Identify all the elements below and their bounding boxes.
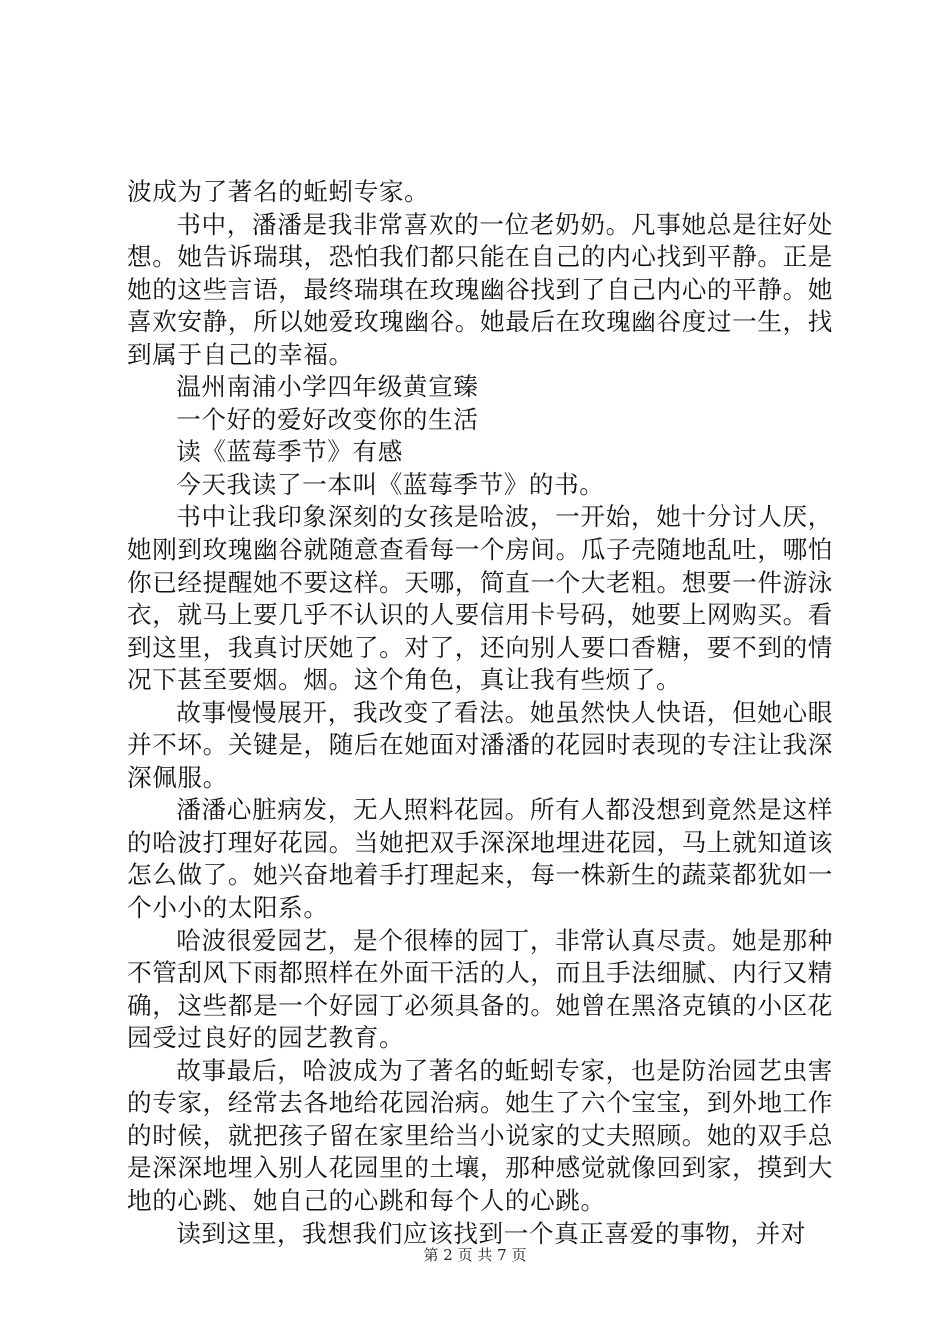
article-title: 一个好的爱好改变你的生活 [176, 404, 479, 434]
page-number-footer: 第 2 页 共 7 页 [423, 1246, 527, 1264]
paragraph-6: 今天我读了一本叫《蓝莓季节》的书。 [176, 469, 605, 499]
paragraph-7: 书中让我印象深刻的女孩是哈波，一开始，她十分讨人厌，她刚到玫瑰幽谷就随意查看每一个房间。瓜子壳随地乱吐，哪怕你已经提醒她不要这样。天哪，简直一个大老粗。想要一件游泳衣，就马上要几乎不认识的人要信用卡号码，她要上网购买。看到这里，我真讨厌她了。对了，还向别人要口香糖，要不到的情况下甚至要烟。烟。这个角色，真让我有些烦了。 [127, 502, 833, 695]
paragraph-11: 故事最后，哈波成为了著名的蚯蚓专家，也是防治园艺虫害的专家，经常去各地给花园治病。她生了六个宝宝，到外地工作的时候，就把孩子留在家里给当小说家的丈夫照顾。她的双手总是深深地埋入别人花园里的土壤，那种感觉就像回到家，摸到大地的心跳、她自己的心跳和每个人的心跳。 [127, 1055, 833, 1215]
paragraph-9: 潘潘心脏病发，无人照料花园。所有人都没想到竟然是这样的哈波打理好花园。当她把双手深深地埋进花园，马上就知道该怎么做了。她兴奋地着手打理起来，每一株新生的蔬菜都犹如一个小小的太阳系。 [127, 795, 833, 923]
document-body [127, 176, 833, 1250]
article-subtitle: 读《蓝莓季节》有感 [176, 437, 403, 467]
paragraph-10: 哈波很爱园艺，是个很棒的园丁，非常认真尽责。她是那种不管刮风下雨都照样在外面干活的人，而且手法细腻、内行又精确，这些都是一个好园丁必须具备的。她曾在黑洛克镇的小区花园受过良好的园艺教育。 [127, 925, 833, 1053]
paragraph-1: 波成为了著名的蚯蚓专家。 [127, 177, 430, 206]
paragraph-2: 书中，潘潘是我非常喜欢的一位老奶奶。凡事她总是往好处想。她告诉瑞琪，恐怕我们都只能在自己的内心找到平静。正是她的这些言语，最终瑞琪在玫瑰幽谷找到了自己内心的平静。她喜欢安静，所以她爱玫瑰幽谷。她最后在玫瑰幽谷度过一生，找到属于自己的幸福。 [127, 209, 833, 369]
paragraph-8: 故事慢慢展开，我改变了看法。她虽然快人快语，但她心眼并不坏。关键是，随后在她面对潘潘的花园时表现的专注让我深深佩服。 [127, 697, 833, 792]
author-line: 温州南浦小学四年级黄宣臻 [176, 372, 479, 402]
paragraph-12: 读到这里，我想我们应该找到一个真正喜爱的事物，并对 [176, 1218, 807, 1248]
